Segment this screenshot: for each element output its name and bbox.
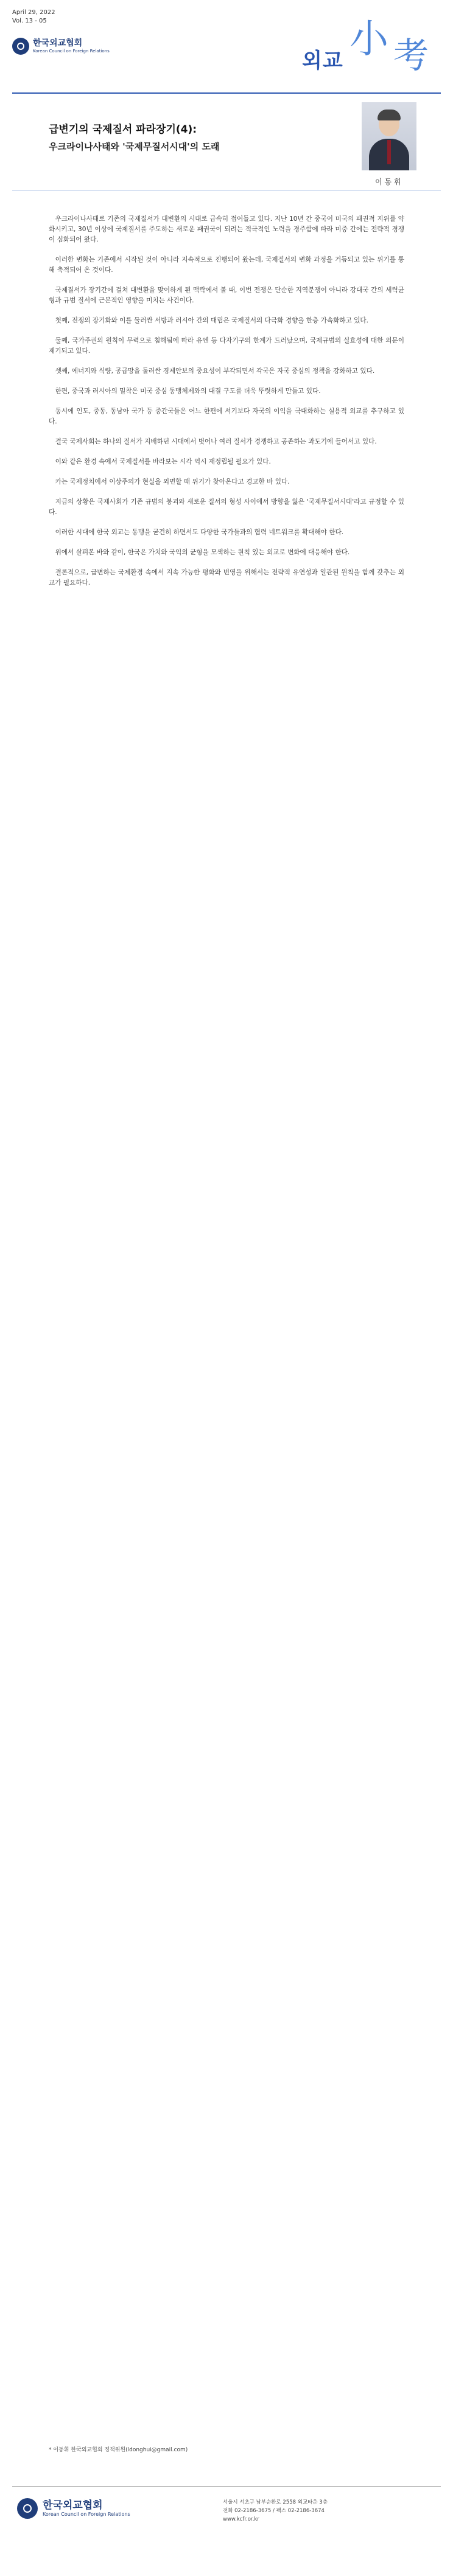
author-name: 이 동 휘 <box>375 178 401 186</box>
article-paragraph: 지금의 상황은 국제사회가 기존 규범의 붕괴와 새로운 질서의 형성 사이에서 방향을 잃은 '국제무질서시대'라고 규정할 수 있다. <box>49 498 404 516</box>
article-subtitle: 우크라이나사태와 '국제무질서시대'의 도래 <box>49 141 220 152</box>
footer-divider <box>12 2486 441 2487</box>
kcfr-emblem-icon <box>12 38 29 55</box>
issue-date: April 29, 2022 <box>12 9 55 16</box>
footer-logo <box>17 2498 130 2519</box>
article-paragraph: 한편, 중국과 러시아의 밀착은 미국 중심 동맹체제와의 대결 구도를 더욱 뚜렷하게 만들고 있다. <box>55 388 321 395</box>
brand-korean: 외교 <box>302 49 343 73</box>
brand-character-1: 小 <box>349 17 388 62</box>
author-photo <box>362 102 416 170</box>
article-paragraph: 국제질서가 장기간에 걸쳐 대변환을 맞이하게 된 맥락에서 볼 때, 이번 전쟁은 단순한 지역분쟁이 아니라 강대국 간의 세력균형과 규범 질서에 근본적인 영향을 미치는 사건이다. <box>49 287 404 304</box>
logo-org-english: Korean Council on Foreign Relations <box>33 49 110 54</box>
article-paragraph: 둘째, 국가주권의 원칙이 무력으로 침해됨에 따라 유엔 등 다자기구의 한계가 드러났으며, 국제규범의 실효성에 대한 의문이 제기되고 있다. <box>49 337 404 355</box>
author-footnote: * 이동휘 한국외교협회 정책위원(ldonghui@gmail.com) <box>49 2447 188 2453</box>
publication-brand <box>302 18 442 85</box>
header-divider <box>12 92 441 94</box>
article-paragraph: 이와 같은 환경 속에서 국제질서를 바라보는 시각 역시 재정립될 필요가 있다. <box>55 458 271 465</box>
article-paragraph: 결론적으로, 급변하는 국제환경 속에서 지속 가능한 평화와 번영을 위해서는 전략적 유연성과 일관된 원칙을 함께 갖추는 외교가 필요하다. <box>49 569 404 587</box>
issue-number: Vol. 13 - 05 <box>12 18 47 24</box>
logo-org-name: 한국외교협회 <box>33 38 83 48</box>
footer-org-english: Korean Council on Foreign Relations <box>43 2512 130 2517</box>
footer-org-name: 한국외교협회 <box>43 2499 103 2512</box>
article-paragraph: 카는 국제정치에서 이상주의가 현실을 외면할 때 위기가 찾아온다고 경고한 바 있다. <box>55 478 290 486</box>
article-paragraph: 이러한 시대에 한국 외교는 동맹을 굳건히 하면서도 다양한 국가들과의 협력 네트워크를 확대해야 한다. <box>55 529 344 536</box>
article-paragraph: 동시에 인도, 중동, 동남아 국가 등 중간국들은 어느 한편에 서기보다 자국의 이익을 극대화하는 실용적 외교를 추구하고 있다. <box>49 408 404 425</box>
brand-character-2: 考 <box>393 35 429 76</box>
article-paragraph: 위에서 살펴본 바와 같이, 한국은 가치와 국익의 균형을 모색하는 원칙 있는 외교로 변화에 대응해야 한다. <box>55 549 350 556</box>
article-title: 급변기의 국제질서 파라장기(4): <box>49 124 197 136</box>
footer-contact <box>223 2498 442 2524</box>
article-paragraph: 이러한 변화는 기존에서 시작된 것이 아니라 지속적으로 진행되어 왔는데, 국제질서의 변화 과정을 거듭되고 있는 위기를 통해 축적되어 온 것이다. <box>49 256 404 274</box>
article-body <box>49 214 404 598</box>
footer-emblem-icon <box>17 2498 38 2519</box>
article-paragraph: 첫째, 전쟁의 장기화와 이를 둘러싼 서방과 러시아 간의 대립은 국제질서의 다극화 경향을 한층 가속화하고 있다. <box>55 317 368 324</box>
footer-address: 서울시 서초구 남부순환로 2558 외교타운 3층 <box>223 2499 328 2505</box>
article-paragraph: 셋째, 에너지와 식량, 공급망을 둘러싼 경제안보의 중요성이 부각되면서 각국은 자국 중심의 정책을 강화하고 있다. <box>55 367 375 375</box>
logo-text <box>33 38 110 54</box>
kcfr-logo <box>12 38 110 55</box>
article-paragraph: 우크라이나사태로 기존의 국제질서가 대변환의 시대로 급속히 접어들고 있다. 지난 10년 간 중국이 미국의 패권적 지위를 약화시키고, 30년 이상에 국제질서를 주도하는 새로운 패권국이 되려는 적극적인 노력을 경주함에 따라 미중 간에는 전략적 경쟁이 심화되어 왔다. <box>49 215 404 243</box>
footer-phone: 전화 02-2186-3675 / 팩스 02-2186-3674 <box>223 2508 325 2514</box>
footer-website: www.kcfr.or.kr <box>223 2516 259 2522</box>
article-paragraph: 결국 국제사회는 하나의 질서가 지배하던 시대에서 벗어나 여러 질서가 경쟁하고 공존하는 과도기에 들어서고 있다. <box>55 438 377 445</box>
